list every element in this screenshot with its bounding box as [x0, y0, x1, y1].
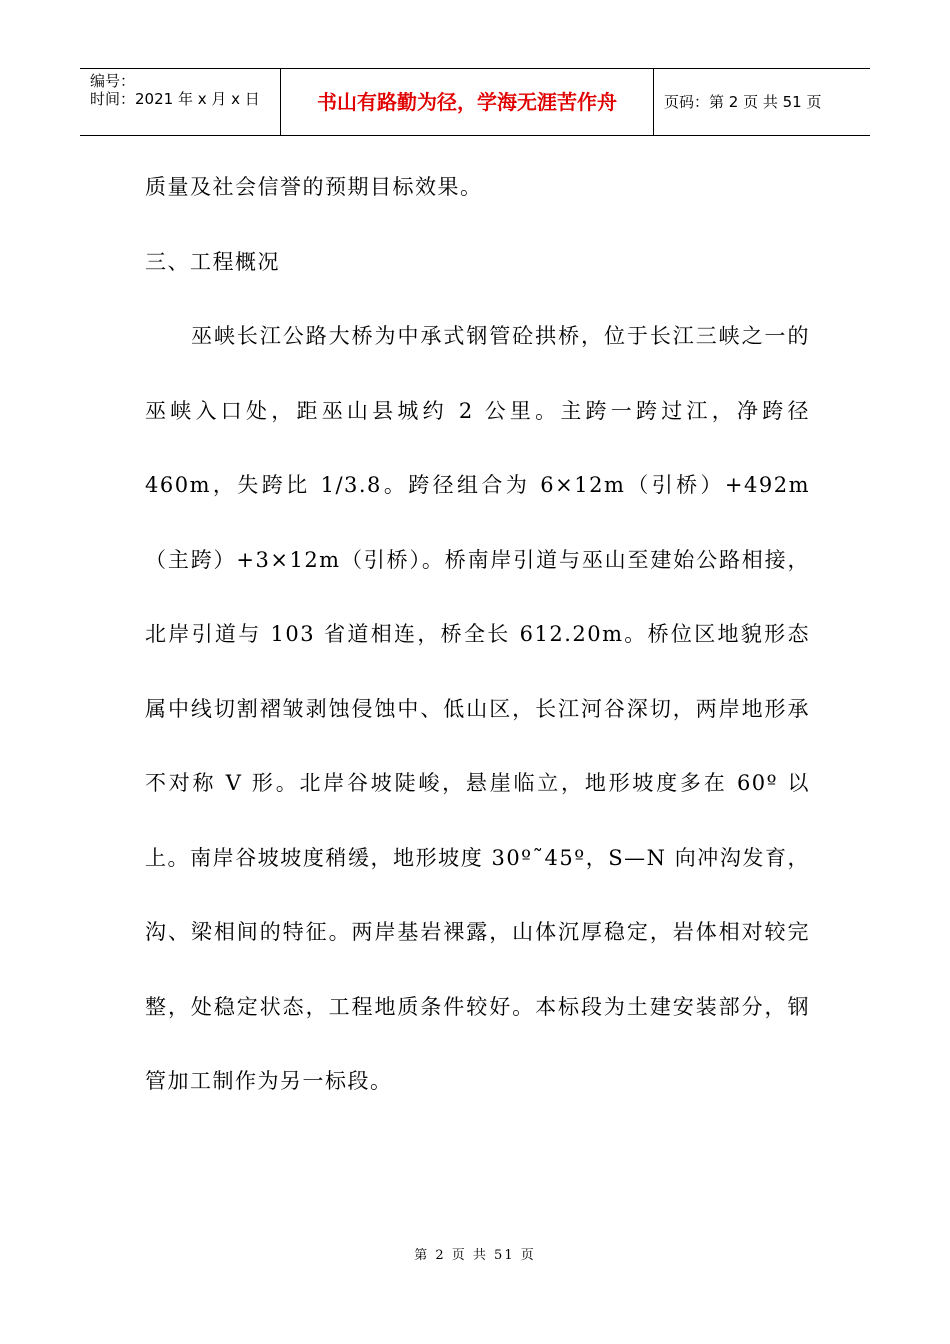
header-meta — [80, 69, 281, 135]
header-page-info: 页码：第 2 页 共 51 页 — [664, 93, 822, 111]
header-motto: 书山有路勤为径，学海无涯苦作舟 — [281, 69, 654, 135]
continuation-line: 质量及社会信誉的预期目标效果。 — [145, 175, 483, 199]
section-heading: 三、工程概况 — [145, 249, 280, 274]
document-number-label: 编号： — [90, 72, 136, 90]
document-time-label: 时间：2021 年 x 月 x 日 — [90, 90, 260, 108]
page-footer: 第 2 页 共 51 页 — [414, 1248, 536, 1263]
page-header — [80, 68, 870, 136]
body-paragraph: 巫峡长江公路大桥为中承式钢管砼拱桥，位于长江三峡之一的巫峡入口处，距巫山县城约 2 公里。主跨一跨过江，净跨径 460m，失跨比 1/3.8。跨径组合为 6×12m（引桥）+492m（主跨）+3×12m（引桥）。桥南岸引道与巫山至建始公路相接，北岸引道与 103 省道相连，桥全长 612.20m。桥位区地貌形态属中线切割褶皱剥蚀侵蚀中、低山区，长江河谷深切，两岸地形承不对称 V 形。北岸谷坡陡峻，悬崖临立，地形坡度多在 60º 以上。南岸谷坡坡度稍缓，地形坡度 30º˜45º，S—N 向冲沟发育，沟、梁相间的特征。两岸基岩裸露，山体沉厚稳定，岩体相对较完整，处稳定状态，工程地质条件较好。本标段为土建安装部分，钢管加工制作为另一标段。 — [145, 324, 810, 1093]
document-body — [145, 150, 810, 1119]
